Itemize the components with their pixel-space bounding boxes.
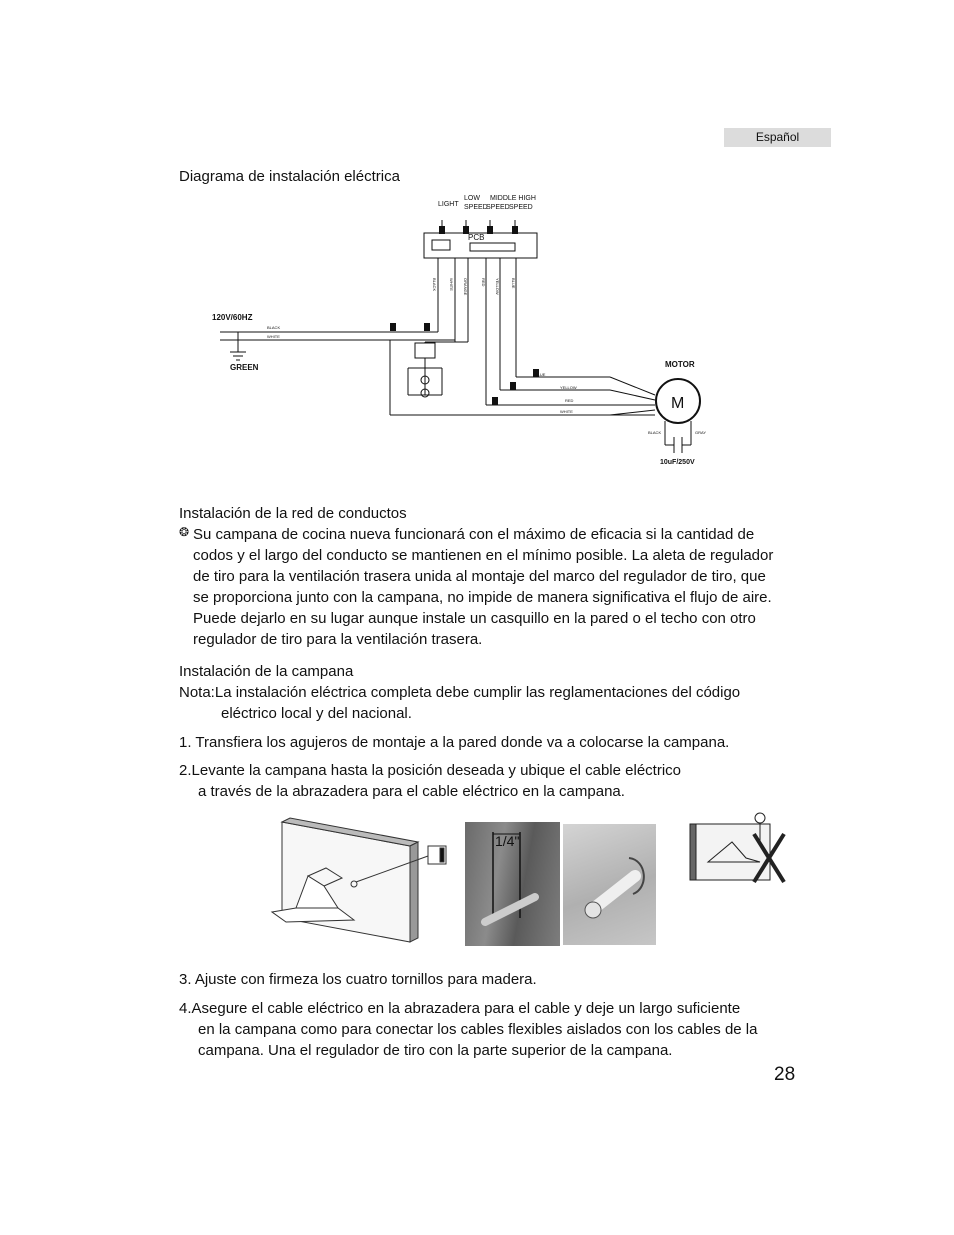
label-pcb: PCB <box>468 233 485 242</box>
label-speed-low: SPEED <box>464 204 488 211</box>
ducting-line: regulador de tiro para la ventilación trasera. <box>193 631 483 648</box>
pcb-light-relay <box>432 240 450 250</box>
label-motor: MOTOR <box>665 360 695 369</box>
label-middle-high: MIDDLE HIGH <box>490 195 536 202</box>
anchor-photo <box>563 824 656 945</box>
ducting-line: se proporciona junto con la campana, no impide de manera significativa el flujo de aire. <box>193 589 772 606</box>
wiring-diagram <box>200 190 720 470</box>
page-number: 28 <box>774 1064 796 1085</box>
step-3: 3. Ajuste con firmeza los cuatro tornillos para madera. <box>179 971 537 988</box>
note-line: eléctrico local y del nacional. <box>221 705 412 722</box>
label-capacitor: 10uF/250V <box>660 459 695 466</box>
ducting-heading: Instalación de la red de conductos <box>179 505 407 522</box>
label-speed-high: SPEED <box>509 204 533 211</box>
ducting-line: codos y el largo del conducto se mantienen en el mínimo posible. La aleta de regulador <box>193 547 774 564</box>
step-2-cont: a través de la abrazadera para el cable eléctrico en la campana. <box>198 783 625 800</box>
bullet-icon: ❂ <box>179 525 190 539</box>
label-v-white: WHITE <box>449 278 454 291</box>
step-4: 4.Asegure el cable eléctrico en la abrazadera para el cable y deje un largo suficiente <box>179 1000 741 1017</box>
label-green: GREEN <box>230 363 259 372</box>
label-black-cap: BLACK <box>648 430 662 435</box>
ducting-line: Su campana de cocina nueva funcionará con el máximo de eficacia si la cantidad de <box>193 526 755 543</box>
step-4-cont: campana. Una el regulador de tiro con la parte superior de la campana. <box>198 1042 673 1059</box>
bracket-illustration <box>688 808 788 888</box>
label-v-orange: ORANGE <box>463 278 468 296</box>
dimension-label: 1/4" <box>495 833 520 849</box>
label-black-in: BLACK <box>267 325 281 330</box>
label-yellow: YELLOW <box>560 385 577 390</box>
label-gray-cap: GRAY <box>695 430 707 435</box>
label-white-in: WHITE <box>267 334 280 339</box>
pcb-speed-relays <box>470 243 515 251</box>
wiring-heading: Diagrama de instalación eléctrica <box>179 168 400 185</box>
label-supply: 120V/60HZ <box>212 313 253 322</box>
label-white: WHITE <box>560 409 573 414</box>
ducting-line: de tiro para la ventilación trasera unida al montaje del marco del regulador de tiro, que <box>193 568 766 585</box>
step-2: 2.Levante la campana hasta la posición deseada y ubique el cable eléctrico <box>179 762 682 779</box>
step-4-cont: en la campana como para conectar los cables flexibles aislados con los cables de la <box>198 1021 758 1038</box>
label-blue: BLUE <box>535 372 546 377</box>
ducting-line: Puede dejarlo en su lugar aunque instale un casquillo en la pared o el techo con otro <box>193 610 756 627</box>
motor-symbol: M <box>671 395 685 412</box>
installation-heading: Instalación de la campana <box>179 663 354 680</box>
label-v-blue: BLUE <box>511 278 516 289</box>
label-low: LOW <box>464 195 480 202</box>
label-light: LIGHT <box>438 201 459 208</box>
language-tab: Español <box>724 128 831 147</box>
label-v-black: BLACK <box>432 278 437 292</box>
label-v-yellow: YELLOW <box>495 278 500 295</box>
note-line: Nota:La instalación eléctrica completa debe cumplir las reglamentaciones del código <box>179 684 741 701</box>
wall-mount-illustration <box>268 816 458 946</box>
screw-photo <box>465 822 560 946</box>
step-1: 1. Transfiera los agujeros de montaje a la pared donde va a colocarse la campana. <box>179 734 730 751</box>
label-speed-middle: SPEED <box>486 204 510 211</box>
label-red: RED <box>565 398 574 403</box>
label-v-red: RED <box>481 278 486 287</box>
